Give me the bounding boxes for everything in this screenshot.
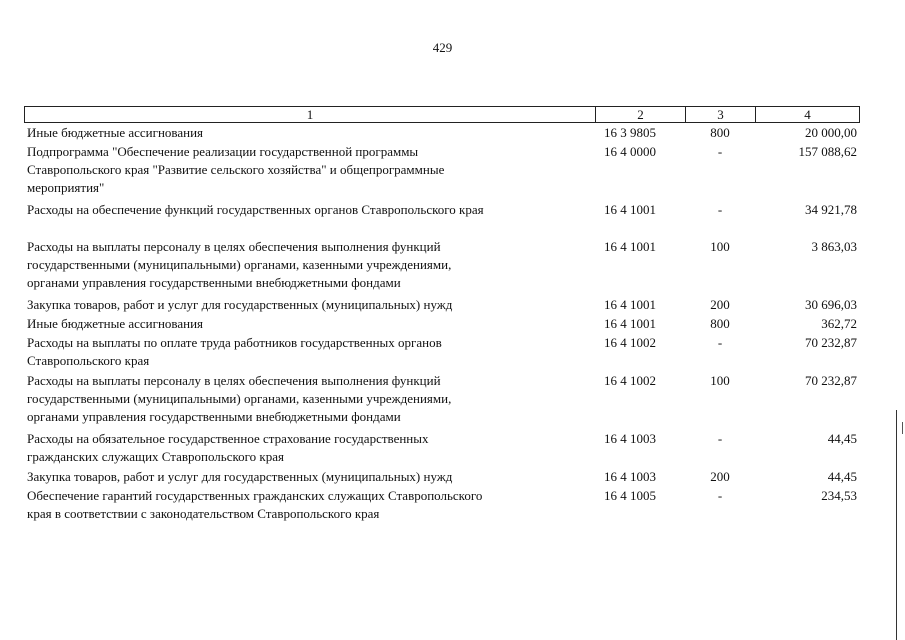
row-expense-type: - <box>717 488 723 503</box>
row-amount: 30 696,03 <box>805 297 857 312</box>
row-amount: 362,72 <box>821 316 857 331</box>
row-description: Расходы на выплаты по оплате труда работников государственных органов Ставропольского края <box>27 335 442 368</box>
row-code: 16 4 1003 <box>604 469 656 484</box>
row-amount: 70 232,87 <box>805 373 857 388</box>
scan-edge-line <box>896 410 897 640</box>
row-expense-type: - <box>717 431 723 446</box>
row-amount: 44,45 <box>827 469 857 484</box>
row-code: 16 4 1001 <box>604 202 656 217</box>
row-description: Закупка товаров, работ и услуг для государственных (муниципальных) нужд <box>27 469 453 484</box>
table-header <box>24 106 860 123</box>
row-expense-type: 100 <box>710 239 730 254</box>
row-amount: 20 000,00 <box>805 125 857 140</box>
row-expense-type: 200 <box>710 469 730 484</box>
row-amount: 34 921,78 <box>805 202 857 217</box>
row-expense-type: - <box>717 335 723 350</box>
row-code: 16 4 1003 <box>604 431 656 446</box>
row-description: Расходы на выплаты персоналу в целях обеспечения выполнения функций государственными (муниципальными) органами, казенными учреждениями, органами управления государственными внебюджетными фондами <box>27 239 452 290</box>
header-col-3: 3 <box>686 107 756 122</box>
row-amount: 44,45 <box>827 431 857 446</box>
row-code: 16 4 1002 <box>604 335 656 350</box>
row-description: Расходы на выплаты персоналу в целях обеспечения выполнения функций государственными (муниципальными) органами, казенными учреждениями, органами управления государственными внебюджетными фондами <box>27 373 452 424</box>
row-code: 16 4 1002 <box>604 373 656 388</box>
row-amount: 234,53 <box>821 488 857 503</box>
row-expense-type: - <box>717 144 723 159</box>
row-code: 16 4 1001 <box>604 316 656 331</box>
row-description: Иные бюджетные ассигнования <box>27 316 204 331</box>
header-col-2: 2 <box>596 107 686 122</box>
row-description: Обеспечение гарантий государственных гражданских служащих Ставропольского края в соответствии с законодательством Ставропольского края <box>27 488 483 521</box>
scan-edge-tick <box>902 422 903 434</box>
row-amount: 70 232,87 <box>805 335 857 350</box>
row-amount: 157 088,62 <box>798 144 857 159</box>
row-expense-type: 800 <box>710 125 730 140</box>
row-description: Подпрограмма "Обеспечение реализации государственной программы Ставропольского края "Развитие сельского хозяйства" и общепрограммные мероприятия" <box>27 144 445 195</box>
header-col-4: 4 <box>804 107 811 122</box>
row-code: 16 4 0000 <box>604 144 656 159</box>
row-description: Расходы на обеспечение функций государственных органов Ставропольского края <box>27 202 484 217</box>
row-expense-type: - <box>717 202 723 217</box>
row-code: 16 4 1001 <box>604 239 656 254</box>
row-description: Закупка товаров, работ и услуг для государственных (муниципальных) нужд <box>27 297 453 312</box>
page-number: 429 <box>432 40 453 55</box>
row-code: 16 4 1005 <box>604 488 656 503</box>
row-description: Иные бюджетные ассигнования <box>27 125 204 140</box>
row-description: Расходы на обязательное государственное страхование государственных гражданских служащих Ставропольского края <box>27 431 429 464</box>
row-expense-type: 200 <box>710 297 730 312</box>
row-code: 16 4 1001 <box>604 297 656 312</box>
row-expense-type: 100 <box>710 373 730 388</box>
row-amount: 3 863,03 <box>811 239 857 254</box>
row-code: 16 3 9805 <box>604 125 656 140</box>
header-col-1: 1 <box>25 107 596 122</box>
row-expense-type: 800 <box>710 316 730 331</box>
